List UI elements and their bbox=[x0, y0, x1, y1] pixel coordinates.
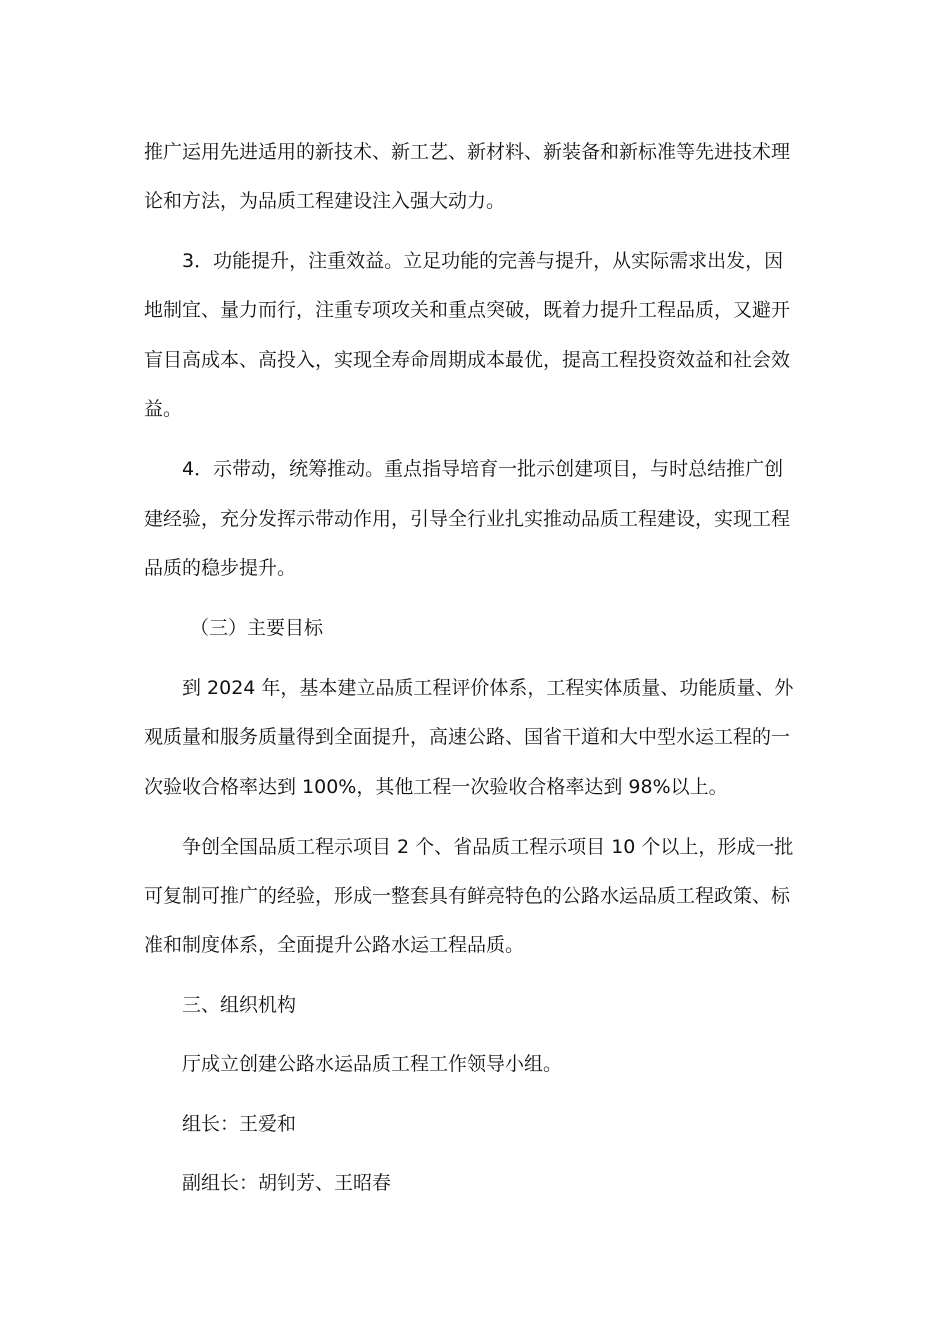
text-line: 地制宜、量力而行，注重专项攻关和重点突破，既着力提升工程品质，又避开 bbox=[144, 299, 791, 321]
paragraph-first-line: 3．功能提升，注重效益。立足功能的完善与提升，从实际需求出发，因 bbox=[182, 250, 784, 272]
text-line: 盲目高成本、高投入，实现全寿命周期成本最优，提高工程投资效益和社会效 bbox=[144, 349, 791, 371]
text-line: 品质的稳步提升。 bbox=[144, 557, 297, 579]
text-line: 副组长：胡钊芳、王昭春 bbox=[182, 1172, 392, 1194]
paragraph-first-line: 到 2024 年，基本建立品质工程评价体系，工程实体质量、功能质量、外 bbox=[182, 677, 794, 699]
text-line: 组长：王爱和 bbox=[182, 1113, 297, 1135]
text-line: 观质量和服务质量得到全面提升，高速公路、国省干道和大中型水运工程的一 bbox=[144, 726, 791, 748]
text-line: 益。 bbox=[144, 398, 183, 420]
text-line: 可复制可推广的经验，形成一整套具有鲜亮特色的公路水运品质工程政策、标 bbox=[144, 885, 791, 907]
text-line: 推广运用先进适用的新技术、新工艺、新材料、新装备和新标准等先进技术理 bbox=[144, 141, 791, 163]
text-line: 论和方法，为品质工程建设注入强大动力。 bbox=[144, 190, 506, 212]
paragraph-first-line: 4．示带动，统筹推动。重点指导培育一批示创建项目，与时总结推广创 bbox=[182, 458, 784, 480]
text-line: 建经验，充分发挥示带动作用，引导全行业扎实推动品质工程建设，实现工程 bbox=[144, 508, 791, 530]
text-line: 厅成立创建公路水运品质工程工作领导小组。 bbox=[182, 1053, 563, 1075]
paragraph-first-line: 争创全国品质工程示项目 2 个、省品质工程示项目 10 个以上，形成一批 bbox=[182, 836, 794, 858]
section-heading: 三、组织机构 bbox=[182, 994, 297, 1016]
text-line: 次验收合格率达到 100%，其他工程一次验收合格率达到 98%以上。 bbox=[144, 776, 728, 798]
text-line: 准和制度体系，全面提升公路水运工程品质。 bbox=[144, 934, 525, 956]
section-heading: （三）主要目标 bbox=[190, 617, 324, 639]
